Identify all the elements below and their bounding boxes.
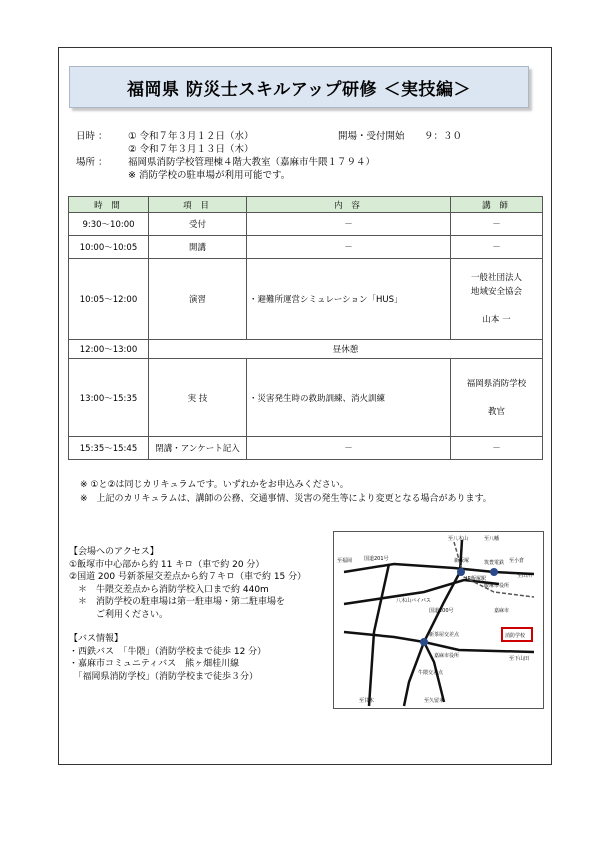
map-label: 至小倉 (509, 558, 525, 564)
row-lecturer: － (451, 437, 543, 460)
row-lecturer (451, 359, 543, 437)
page-title: 福岡県 防災士スキルアップ研修 ＜実技編＞ (127, 79, 471, 100)
table-row (69, 213, 543, 236)
map-label: 嘉麻市 (494, 608, 510, 614)
map-label: 筑豊電鉄 (484, 560, 505, 566)
access-line: ＊ 消防学校の駐車場は第一駐車場・第二駐車場を (69, 597, 286, 607)
bus-line: 「福岡県消防学校」（消防学校まで徒歩３分） (69, 671, 259, 682)
place: 福岡県消防学校管理棟４階大教室（嘉麻市牛隈１７９４） (128, 157, 376, 168)
access-heading: 【会場へのアクセス】 (69, 547, 159, 557)
access-line: ②国道 200 号新茶屋交差点から約７キロ（車で約 15 分） (69, 572, 307, 582)
junction-marker (490, 568, 498, 576)
row-time: 10:00～10:05 (69, 236, 149, 259)
map-label: 国道201号 (364, 556, 389, 562)
row-lecturer (451, 259, 543, 340)
schedule-header-row (69, 197, 543, 213)
lecturer-line: 教官 (487, 406, 505, 417)
date-1: ① 令和７年３月１２日（水） (128, 131, 254, 142)
map-label: 嘉麻市役所 (434, 653, 460, 659)
map-label: 新飯塚 (454, 558, 470, 564)
open-label: 開場・受付開始 (338, 131, 405, 142)
map-label: 国道200号 (429, 608, 454, 614)
table-row (69, 236, 543, 259)
table-row (69, 359, 543, 437)
row-content: ・災害発生時の救助訓練、消火訓練 (247, 359, 451, 437)
map-label: 至八幡 (484, 536, 500, 542)
map-label: 至八木山 (448, 536, 469, 542)
row-time: 10:05～12:00 (69, 259, 149, 340)
row-item: 実 技 (149, 359, 247, 437)
access-line: ご利用ください。 (69, 609, 169, 620)
row-item: 演習 (149, 259, 247, 340)
header-item: 項 目 (149, 197, 247, 213)
row-content: － (247, 213, 451, 236)
parking-note: ※ 消防学校の駐車場が利用可能です。 (128, 170, 291, 181)
map-label: 至久留米 (424, 698, 445, 704)
row-time: 13:00～15:35 (69, 359, 149, 437)
access-line: ＊ 牛隈交差点から消防学校入口まで約 440m (69, 584, 269, 595)
place-label: 場所 ： (76, 157, 108, 168)
row-content: ・避難所運営シミュレーション「HUS」 (247, 259, 451, 340)
lecturer-line: 一般社団法人 (470, 273, 522, 283)
map-label: 牛隈交差点 (418, 670, 444, 676)
open-time: ９：３０ (424, 131, 463, 142)
row-time: 15:35～15:45 (69, 437, 149, 460)
map-svg (334, 532, 543, 708)
map-label: 至甘木 (359, 698, 375, 704)
map-label: 消防学校 (505, 633, 526, 639)
header-content: 内 容 (247, 197, 451, 213)
row-lecturer: － (451, 236, 543, 259)
map-label: JR飯塚駅 (466, 576, 486, 582)
table-row (69, 437, 543, 460)
row-item: 閉講・アンケート記入 (149, 437, 247, 460)
junction-marker (457, 568, 465, 576)
row-time: 12:00～13:00 (69, 340, 149, 359)
date-label: 日時 ： (76, 131, 108, 142)
map-label: 八木山バイパス (396, 598, 431, 604)
access-line: ①飯塚市中心部から約 11 キロ（車で約 20 分） (69, 559, 265, 570)
map-label: 至田川 (517, 573, 533, 579)
bus-heading: 【バス情報】 (69, 634, 124, 644)
date-2: ② 令和７年３月１３日（木） (128, 144, 254, 155)
access-section (69, 546, 306, 683)
map-label: 新茶屋交差点 (429, 632, 460, 638)
row-lecturer: － (451, 213, 543, 236)
lecturer-line: 山本 一 (482, 315, 511, 325)
bus-line: ・嘉麻市コミュニティバス 熊ヶ畑桂川線 (69, 659, 240, 669)
note-line: ※ 上記のカリキュラムは、講師の公務、交通事情、災害の発生等により変更となる場合があります。 (80, 494, 492, 504)
row-break: 昼休憩 (149, 340, 543, 359)
row-item: 受付 (149, 213, 247, 236)
table-row (69, 259, 543, 340)
row-time: 9:30～10:00 (69, 213, 149, 236)
map-label: 至福岡 (337, 558, 353, 564)
lecturer-line: 地域安全協会 (470, 287, 522, 297)
note-line: ※ ①と②は同じカリキュラムです。いずれかをお申込みください。 (80, 480, 349, 490)
junction-marker (420, 638, 428, 646)
header-time: 時 間 (69, 197, 149, 213)
schedule-table (68, 196, 543, 460)
row-content: － (247, 437, 451, 460)
row-content: － (247, 236, 451, 259)
title-banner (69, 66, 529, 108)
access-map (333, 531, 544, 709)
row-item: 開講 (149, 236, 247, 259)
notes (80, 478, 492, 506)
header-lecturer: 講 師 (451, 197, 543, 213)
map-label: 至下山田 (509, 656, 530, 662)
map-label: 飯塚市役所 (484, 583, 510, 589)
bus-line: ・西鉄バス 「牛隈」（消防学校まで徒歩 12 分） (69, 646, 267, 657)
lecturer-line: 福岡県消防学校 (466, 378, 527, 389)
table-row (69, 340, 543, 359)
road-route-201 (344, 564, 534, 574)
